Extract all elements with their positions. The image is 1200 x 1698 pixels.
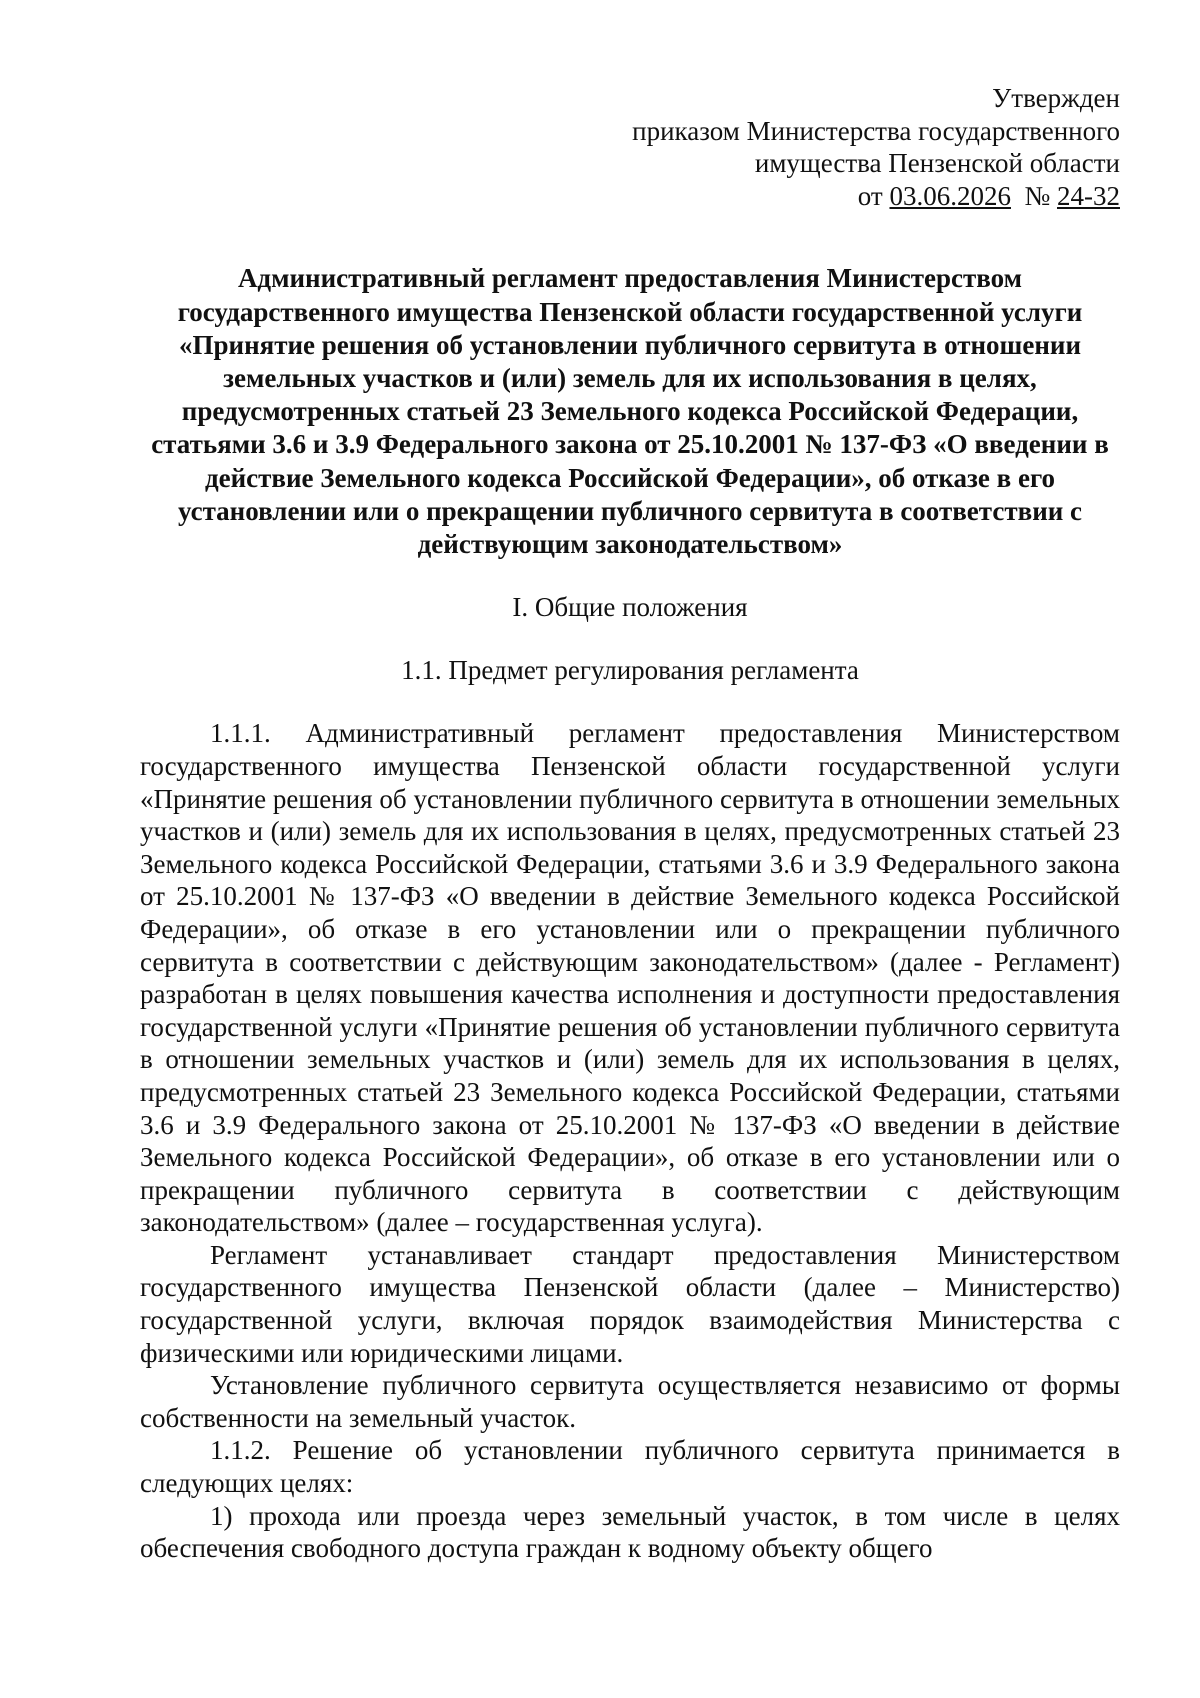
approval-number: 24-32: [1057, 180, 1120, 211]
paragraph: Регламент устанавливает стандарт предоставления Министерством государственного имущества Пензенской области (далее – Министерство) государственной услуги, включая порядок взаимодействия Министерства с физическими или юридическими лицами.: [140, 1239, 1120, 1368]
approval-block: [140, 82, 1120, 212]
date-prefix: от: [857, 180, 883, 211]
approval-line-approved: Утвержден: [992, 83, 1120, 113]
paragraph: 1.1.2. Решение об установлении публичного сервитута принимается в следующих целях:: [140, 1435, 1120, 1499]
subsection-heading: 1.1. Предмет регулирования регламента: [401, 654, 859, 685]
paragraph: 1.1.1. Административный регламент предоставления Министерством государственного имущества Пензенской области государственной услуги «Принятие решения об установлении публичного сервитута в отношении земельных участков и (или) земель для их использования в целях, предусмотренных статьей 23 Земельного кодекса Российской Федерации, статьями 3.6 и 3.9 Федерального закона от 25.10.2001 № 137-ФЗ «О введении в действие Земельного кодекса Российской Федерации», об отказе в его установлении или о прекращении публичного сервитута в соответствии с действующим законодательством» (далее - Регламент) разработан в целях повышения качества исполнения и доступности предоставления государственной услуги «Принятие решения об установлении публичного сервитута в отношении земельных участков и (или) земель для их использования в целях, предусмотренных статьей 23 Земельного кодекса Российской Федерации, статьями 3.6 и 3.9 Федерального закона от 25.10.2001 № 137-ФЗ «О введении в действие Земельного кодекса Российской Федерации», об отказе в его установлении или о прекращении публичного сервитута в соответствии с действующим законодательством» (далее – государственная услуга).: [140, 718, 1120, 1238]
paragraph: Установление публичного сервитута осуществляется независимо от формы собственности на земельный участок.: [140, 1370, 1120, 1433]
approval-line-ministry: имущества Пензенской области: [754, 148, 1120, 179]
document-title: Административный регламент предоставления Министерством государственного имущества Пензенской области государственной услуги «Принятие решения об установлении публичного сервитута в отношении земельных участков и (или) земель для их использования в целях, предусмотренных статьей 23 Земельного кодекса Российской Федерации, статьями 3.6 и 3.9 Федерального закона от 25.10.2001 № 137-ФЗ «О введении в действие Земельного кодекса Российской Федерации», об отказе в его установлении или о прекращении публичного сервитута в соответствии с действующим законодательством»: [151, 263, 1109, 559]
number-sign: №: [1024, 180, 1051, 211]
approval-line-order: приказом Министерства государственного: [632, 115, 1120, 146]
approval-line-date: [140, 180, 1120, 213]
approval-date: 03.06.2026: [889, 180, 1011, 211]
body-text: [140, 717, 1120, 1564]
paragraph: 1) прохода или проезда через земельный участок, в том числе в целях обеспечения свободного доступа граждан к водному объекту общего: [140, 1500, 1120, 1564]
section-heading: I. Общие положения: [512, 592, 748, 623]
